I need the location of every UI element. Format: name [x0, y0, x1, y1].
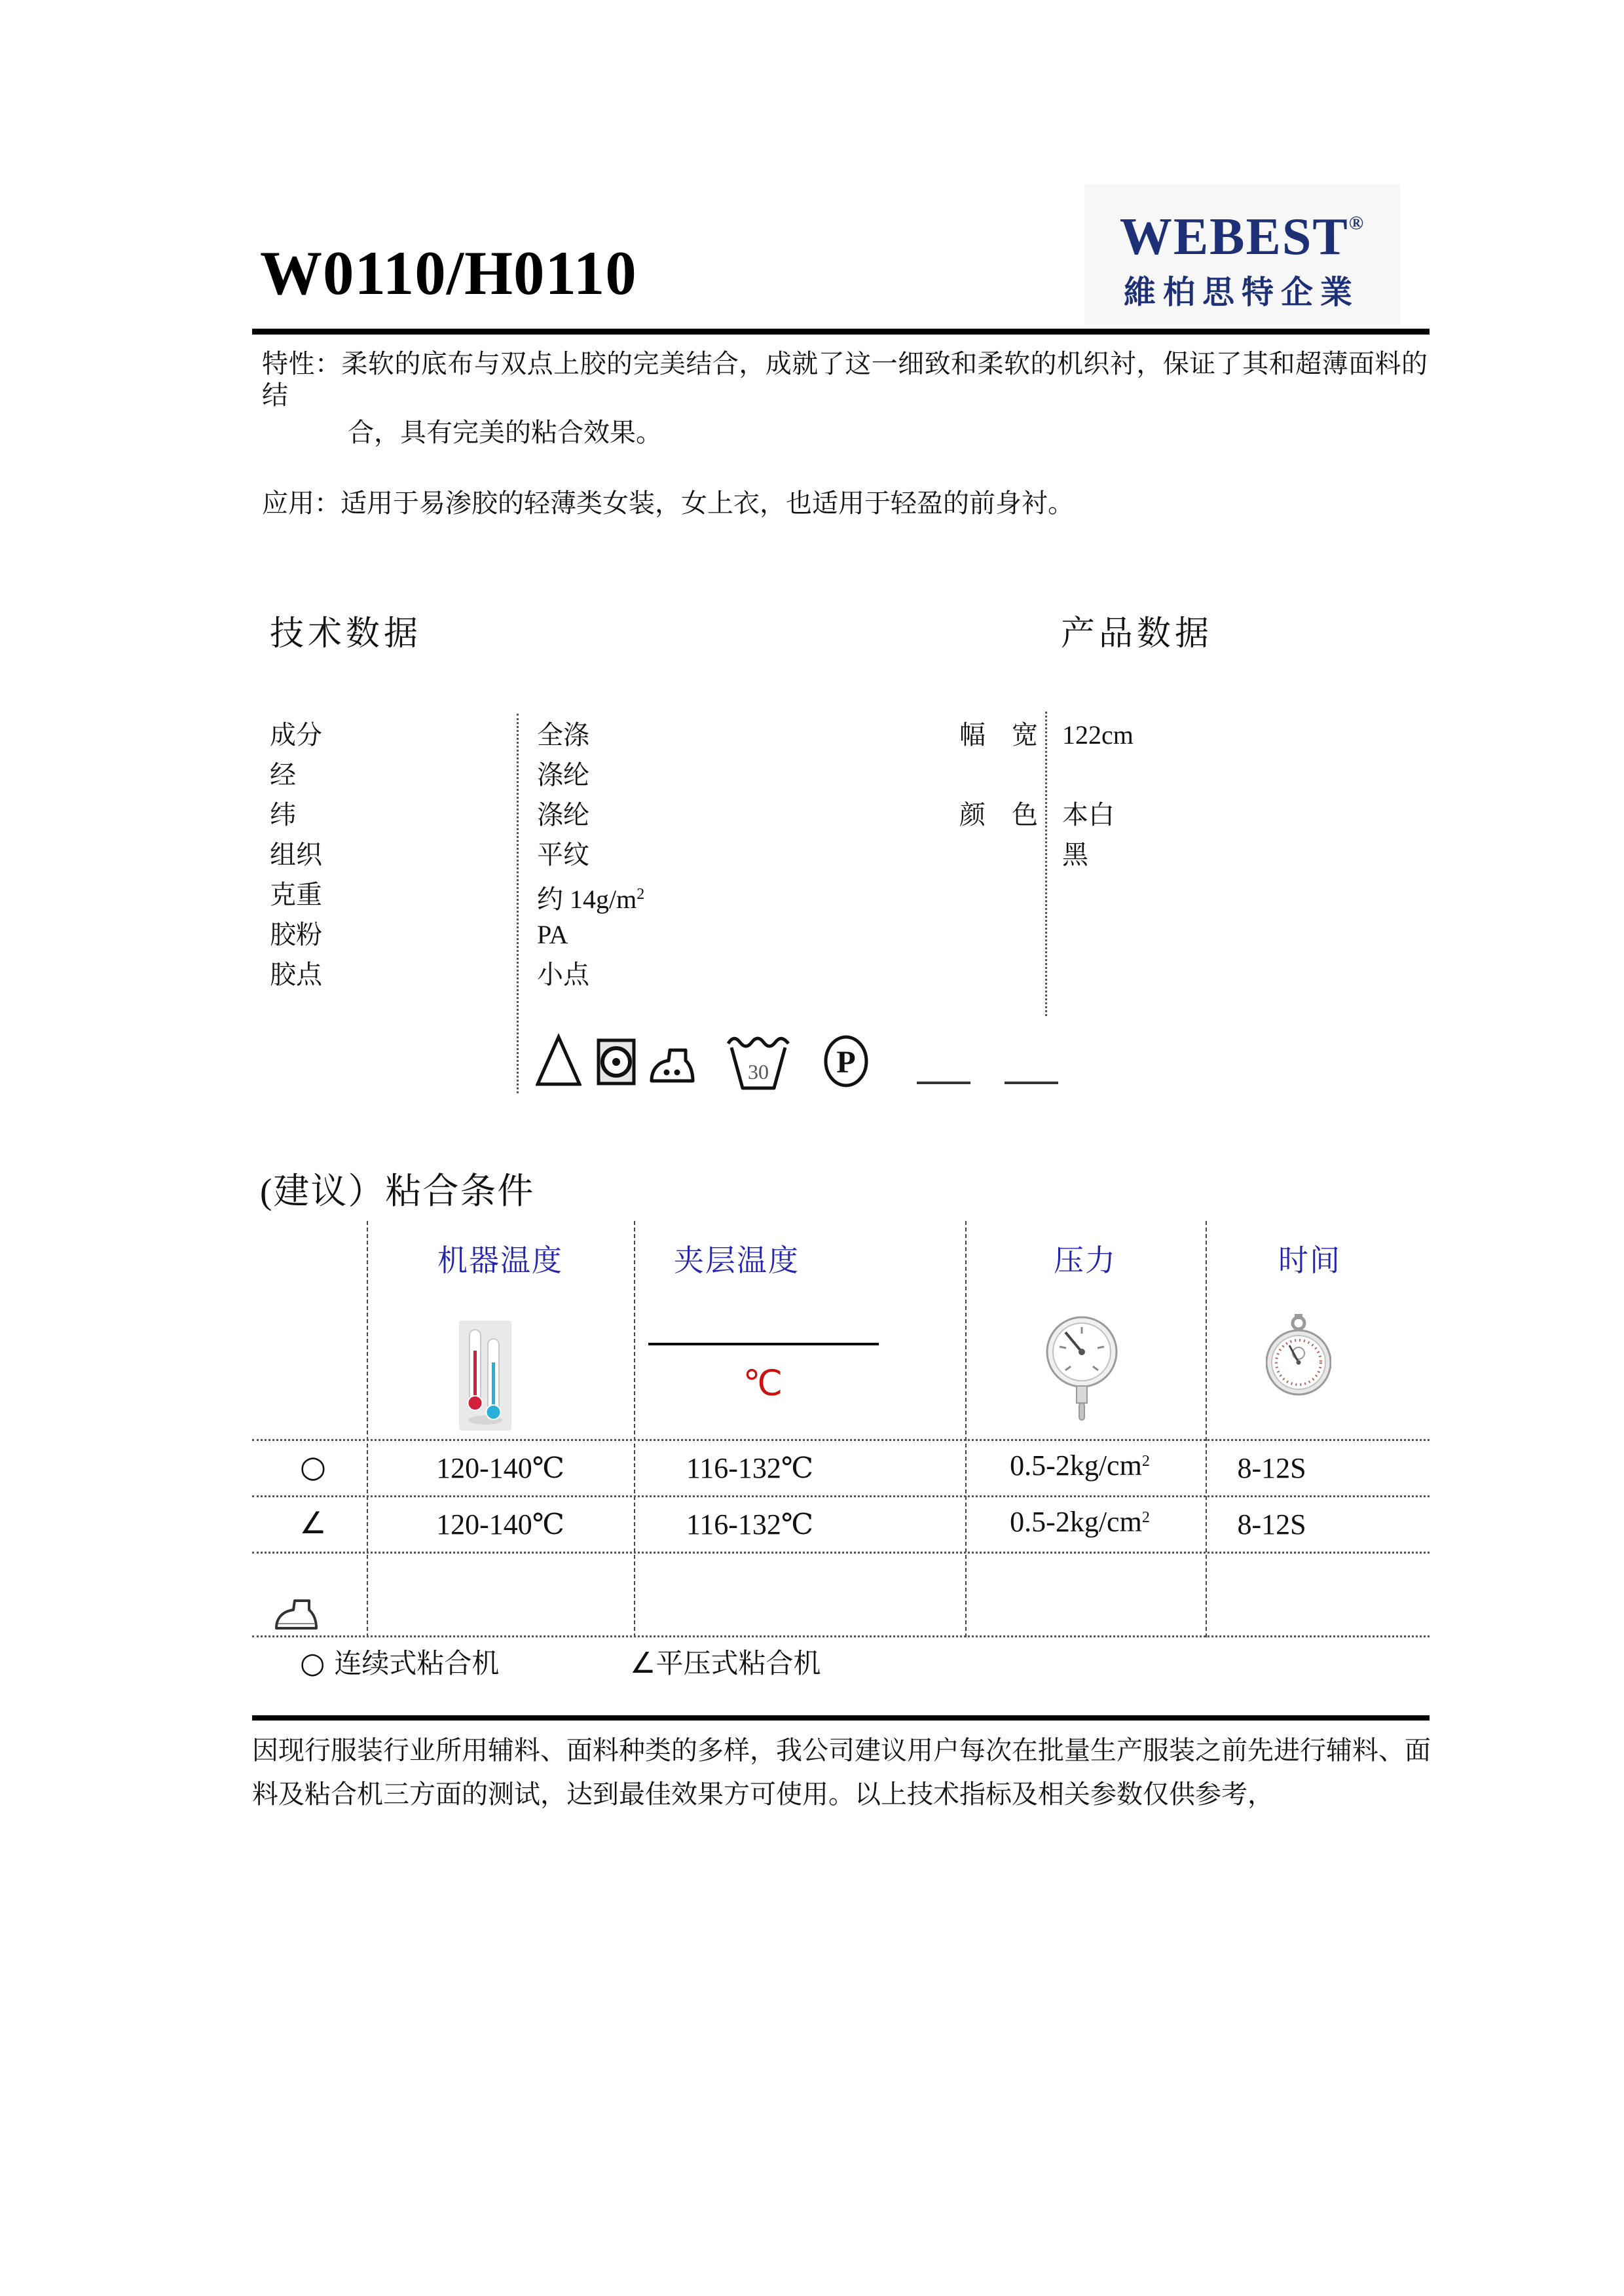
table-border — [965, 1221, 967, 1637]
circle-symbol: ○ — [300, 1647, 325, 1680]
spec-value: PA — [537, 920, 568, 949]
time-value: 8-12S — [1237, 1452, 1306, 1484]
celsius-symbol: ℃ — [743, 1362, 783, 1404]
spec-value: 涤纶 — [537, 760, 589, 790]
spec-value: 约 $14g/m^2$ — [537, 884, 645, 914]
bleach-triangle-icon — [536, 1033, 581, 1088]
feature-line-1: 特性：柔软的底布与双点上胶的完美结合，成就了这一细致和柔软的机织衬，保证了其和超薄面料的结 — [262, 349, 1428, 410]
pressure-value: $0.5-2kg/cm^2$ — [1010, 1449, 1150, 1482]
application-line: 应用：适用于易渗胶的轻薄类女装，女上衣，也适用于轻盈的前身衬。 — [262, 488, 1074, 518]
interlayer-temp-line — [648, 1343, 879, 1345]
spec-label: 纬 — [270, 800, 296, 829]
footer-note-line-2: 料及粘合机三方面的测试，达到最佳效果方可使用。以上技术指标及相关参数仅供参考， — [252, 1779, 1274, 1809]
table-border — [252, 1552, 1430, 1554]
legend-flat-press-machine: ∠平压式粘合机 — [630, 1647, 821, 1680]
spec-label: 胶粉 — [270, 920, 322, 949]
spec-label: 组织 — [270, 840, 322, 869]
spec-label: 经 — [270, 760, 296, 790]
table-border — [252, 1635, 1430, 1637]
table-border — [634, 1221, 635, 1637]
page-title: W0110/H0110 — [260, 238, 637, 308]
pressure-value: $0.5-2kg/cm^2$ — [1010, 1506, 1150, 1538]
table-border — [1206, 1221, 1207, 1637]
thermometer-icon — [459, 1321, 511, 1430]
tech-data-heading: 技术数据 — [270, 615, 422, 653]
registered-trademark-icon: ® — [1348, 212, 1364, 234]
spec-value: 全涤 — [537, 720, 589, 750]
logo-brand-text: WEBEST — [1119, 208, 1349, 266]
product-data-heading: 产品数据 — [1061, 615, 1213, 653]
machine-temp-value: 120-140℃ — [436, 1452, 564, 1484]
company-logo — [1084, 208, 1399, 313]
iron-two-dots-icon — [647, 1042, 695, 1085]
tech-table-divider — [517, 714, 519, 1093]
angle-symbol: ∠ — [630, 1647, 656, 1680]
feature-line-2: 合，具有完美的粘合效果。 — [348, 418, 662, 447]
tumble-dry-icon — [597, 1038, 636, 1085]
machine-symbol-continuous: ○ — [299, 1449, 327, 1484]
column-header-interlayer-temp: 夹层温度 — [674, 1244, 800, 1277]
placeholder-line-icon — [1005, 1082, 1058, 1084]
bonding-conditions-table — [252, 1221, 1430, 1637]
column-header-time: 时间 — [1278, 1244, 1341, 1277]
dry-clean-letter: P — [836, 1045, 856, 1080]
spec-value: 小点 — [537, 960, 589, 989]
spec-label: 胶点 — [270, 960, 322, 989]
product-value-color-1: 本白 — [1062, 800, 1115, 829]
machine-symbol-flat-press: ∠ — [299, 1505, 327, 1540]
pressure-gauge-icon — [1046, 1313, 1118, 1424]
table-border — [367, 1221, 368, 1637]
bonding-conditions-heading: (建议）粘合条件 — [260, 1171, 535, 1211]
interlayer-temp-value: 116-132℃ — [686, 1452, 814, 1484]
spec-value: 涤纶 — [537, 800, 589, 829]
placeholder-line-icon — [917, 1082, 970, 1084]
dry-clean-p-icon — [823, 1034, 869, 1088]
wash-30-icon — [726, 1033, 791, 1092]
footer-divider-rule — [252, 1715, 1430, 1721]
footer-note-line-1: 因现行服装行业所用辅料、面料种类的多样，我公司建议用户每次在批量生产服装之前先进行辅料、面 — [252, 1736, 1431, 1765]
table-border — [252, 1495, 1430, 1497]
machine-temp-value: 120-140℃ — [436, 1508, 564, 1540]
spec-label: 克重 — [270, 880, 322, 909]
product-label-width: 幅 宽 — [959, 720, 1038, 750]
tech-spec-labels — [270, 715, 322, 994]
hand-iron-icon — [272, 1594, 320, 1632]
superscript-2: 2 — [1141, 1509, 1150, 1526]
legend-continuous-machine: ○ 连续式粘合机 — [300, 1647, 500, 1680]
product-label-color: 颜 色 — [959, 800, 1038, 829]
product-table-divider — [1045, 712, 1047, 1016]
logo-wordmark — [1084, 208, 1399, 266]
tech-spec-values — [537, 715, 644, 994]
column-header-machine-temp: 机器温度 — [437, 1244, 563, 1277]
header-divider-rule — [252, 329, 1430, 335]
product-value-width: 122cm — [1062, 720, 1134, 750]
spec-value: 平纹 — [537, 840, 589, 869]
spec-label: 成分 — [270, 720, 322, 750]
logo-subtitle: 維柏思特企業 — [1123, 275, 1359, 310]
interlayer-temp-value: 116-132℃ — [686, 1508, 814, 1540]
table-border — [252, 1439, 1430, 1441]
wash-temperature-value: 30 — [748, 1060, 769, 1084]
column-header-pressure: 压力 — [1054, 1244, 1116, 1277]
product-value-color-2: 黑 — [1062, 840, 1088, 869]
stopwatch-icon — [1266, 1313, 1331, 1398]
superscript-2: 2 — [1141, 1453, 1150, 1470]
time-value: 8-12S — [1237, 1508, 1306, 1540]
superscript-2: 2 — [637, 886, 645, 903]
